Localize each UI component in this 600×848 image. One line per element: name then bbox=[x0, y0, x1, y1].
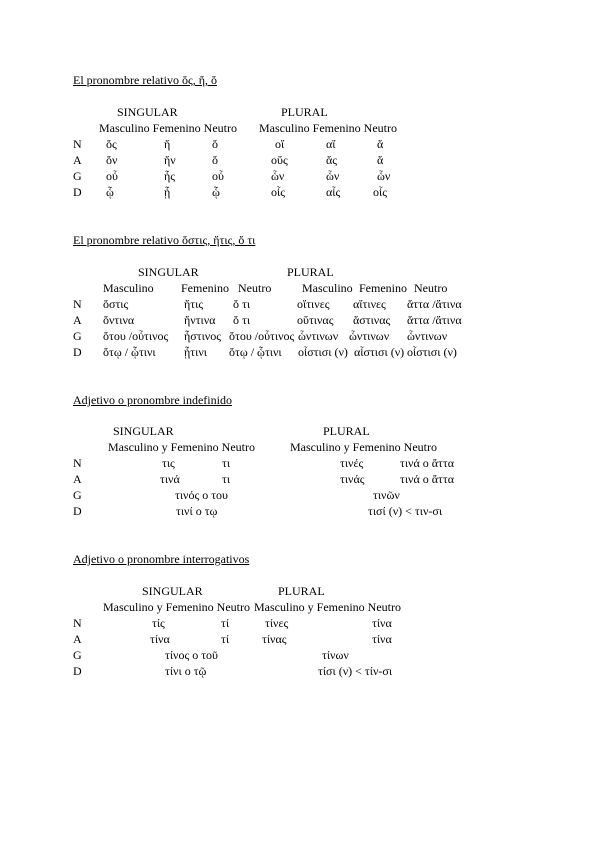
table-cell: ὅ τι bbox=[233, 313, 251, 327]
table-cell: τίνα bbox=[372, 632, 392, 646]
case-label-accusative: A bbox=[73, 313, 82, 327]
table-cell: ὧν bbox=[271, 169, 285, 183]
table-cell: ἅττα /ἅτινα bbox=[407, 313, 462, 327]
table-cell: τίνων bbox=[322, 648, 349, 662]
table-cell: αἵτινες bbox=[353, 297, 386, 311]
table-cell: τις bbox=[162, 456, 175, 470]
singular-gender-headers: Masculino Femenino Neutro bbox=[99, 121, 237, 135]
section-title-relative-hos: El pronombre relativo ὅς, ἥ, ὅ bbox=[73, 73, 217, 87]
table-cell: ὧν bbox=[326, 169, 340, 183]
table-cell: οὗ bbox=[106, 169, 118, 183]
case-label-nominative: N bbox=[73, 456, 82, 470]
table-cell: ἅστινας bbox=[353, 313, 391, 327]
table-cell: τινός o του bbox=[175, 488, 228, 502]
table-cell: ὅτου /οὗτινος bbox=[103, 329, 169, 343]
singular-heading: SINGULAR bbox=[138, 265, 199, 279]
column-header: Femenino bbox=[181, 281, 229, 295]
table-cell: ὅ τι bbox=[233, 297, 251, 311]
table-cell: ἅς bbox=[326, 153, 338, 167]
table-cell: οἷς bbox=[271, 185, 285, 199]
singular-gender-headers: Masculino y Femenino Neutro bbox=[108, 440, 255, 454]
table-cell: ὅς bbox=[106, 137, 117, 151]
singular-gender-headers: Masculino y Femenino Neutro bbox=[103, 600, 250, 614]
table-cell: ᾗτινι bbox=[184, 345, 207, 359]
case-label-dative: D bbox=[73, 345, 82, 359]
plural-heading: PLURAL bbox=[287, 265, 334, 279]
table-cell: αἷς bbox=[326, 185, 341, 199]
table-cell: ὅ bbox=[212, 153, 218, 167]
table-cell: ᾧ bbox=[106, 185, 114, 199]
table-cell: τινά o ἄττα bbox=[400, 456, 454, 470]
table-cell: ὅστις bbox=[103, 297, 129, 311]
singular-heading: SINGULAR bbox=[117, 105, 178, 119]
table-cell: τι bbox=[222, 472, 231, 486]
table-cell: τίσι (ν) < τίν-σι bbox=[318, 664, 393, 678]
table-cell: ὧν bbox=[377, 169, 391, 183]
table-cell: τί bbox=[221, 616, 230, 630]
table-cell: τί bbox=[221, 632, 230, 646]
table-cell: οἵτινες bbox=[297, 297, 330, 311]
case-label-accusative: A bbox=[73, 153, 82, 167]
plural-gender-headers: Masculino y Femenino Neutro bbox=[254, 600, 401, 614]
table-cell: τι bbox=[222, 456, 231, 470]
table-cell: ὧντινων bbox=[298, 329, 339, 343]
case-label-accusative: A bbox=[73, 632, 82, 646]
table-cell: ἧστινος bbox=[184, 329, 221, 343]
table-cell: ἅττα /ἅτινα bbox=[407, 297, 462, 311]
column-header: Femenino bbox=[359, 281, 407, 295]
table-cell: τίνα bbox=[150, 632, 170, 646]
column-header: Masculino bbox=[103, 281, 154, 295]
table-cell: ὅ bbox=[212, 137, 218, 151]
case-label-dative: D bbox=[73, 504, 82, 518]
case-label-genitive: G bbox=[73, 648, 82, 662]
section-title-interrogative: Adjetivo o pronombre interrogativos bbox=[73, 552, 250, 566]
table-cell: οἷστισι (ν) bbox=[407, 345, 457, 359]
table-cell: τίνα bbox=[372, 616, 392, 630]
table-cell: τίς bbox=[152, 616, 165, 630]
table-cell: τινῶν bbox=[373, 488, 400, 502]
table-cell: ἅ bbox=[377, 153, 384, 167]
table-cell: τισί (ν) < τιν-σι bbox=[368, 504, 443, 518]
table-cell: ὅτῳ / ᾧτινι bbox=[229, 345, 282, 359]
table-cell: τινά bbox=[160, 472, 180, 486]
table-cell: ἅ bbox=[377, 137, 384, 151]
table-cell: ἥ bbox=[164, 137, 171, 151]
table-cell: ἥντινα bbox=[184, 313, 216, 327]
table-cell: οἵ bbox=[275, 137, 285, 151]
column-header: Neutro bbox=[238, 281, 272, 295]
case-label-genitive: G bbox=[73, 169, 82, 183]
singular-heading: SINGULAR bbox=[142, 584, 203, 598]
case-label-dative: D bbox=[73, 185, 82, 199]
table-cell: ὅντινα bbox=[103, 313, 135, 327]
table-cell: ὅτῳ / ᾧτινι bbox=[103, 345, 156, 359]
table-cell: ἥν bbox=[164, 153, 176, 167]
table-cell: τίνι o τῷ bbox=[165, 664, 207, 678]
table-cell: οὕς bbox=[271, 153, 288, 167]
section-title-indefinite: Adjetivo o pronombre indefinido bbox=[73, 393, 232, 407]
case-label-nominative: N bbox=[73, 297, 82, 311]
column-header: Masculino bbox=[302, 281, 353, 295]
table-cell: αἵ bbox=[326, 137, 336, 151]
table-cell: ᾧ bbox=[212, 185, 220, 199]
plural-heading: PLURAL bbox=[323, 424, 370, 438]
table-cell: τίνες bbox=[265, 616, 289, 630]
table-cell: οὕτινας bbox=[297, 313, 334, 327]
table-cell: ᾗ bbox=[164, 185, 171, 199]
table-cell: ὧντινων bbox=[407, 329, 448, 343]
table-cell: οἷστισι (ν) bbox=[298, 345, 348, 359]
singular-heading: SINGULAR bbox=[113, 424, 174, 438]
table-cell: ἧς bbox=[164, 169, 176, 183]
case-label-nominative: N bbox=[73, 616, 82, 630]
table-cell: τίνας bbox=[262, 632, 287, 646]
table-cell: ὧντινων bbox=[349, 329, 390, 343]
table-cell: τίνος o τοῦ bbox=[165, 648, 218, 662]
plural-heading: PLURAL bbox=[281, 105, 328, 119]
section-title-relative-hostis: El pronombre relativo ὅστις, ἥτις, ὅ τι bbox=[73, 233, 256, 247]
case-label-nominative: N bbox=[73, 137, 82, 151]
table-cell: τινά o ἄττα bbox=[400, 472, 454, 486]
case-label-genitive: G bbox=[73, 329, 82, 343]
table-cell: ὅτου /οὗτινος bbox=[229, 329, 295, 343]
case-label-dative: D bbox=[73, 664, 82, 678]
table-cell: οἷς bbox=[373, 185, 387, 199]
table-cell: τινί o τῳ bbox=[176, 504, 218, 518]
plural-gender-headers: Masculino y Femenino Neutro bbox=[290, 440, 437, 454]
case-label-genitive: G bbox=[73, 488, 82, 502]
table-cell: ἥτις bbox=[184, 297, 204, 311]
table-cell: οὗ bbox=[212, 169, 224, 183]
table-cell: αἷστισι (ν) bbox=[354, 345, 405, 359]
plural-heading: PLURAL bbox=[278, 584, 325, 598]
case-label-accusative: A bbox=[73, 472, 82, 486]
table-cell: τινές bbox=[340, 456, 364, 470]
table-cell: τινάς bbox=[340, 472, 365, 486]
table-cell: ὅν bbox=[106, 153, 118, 167]
plural-gender-headers: Masculino Femenino Neutro bbox=[259, 121, 397, 135]
column-header: Neutro bbox=[414, 281, 448, 295]
